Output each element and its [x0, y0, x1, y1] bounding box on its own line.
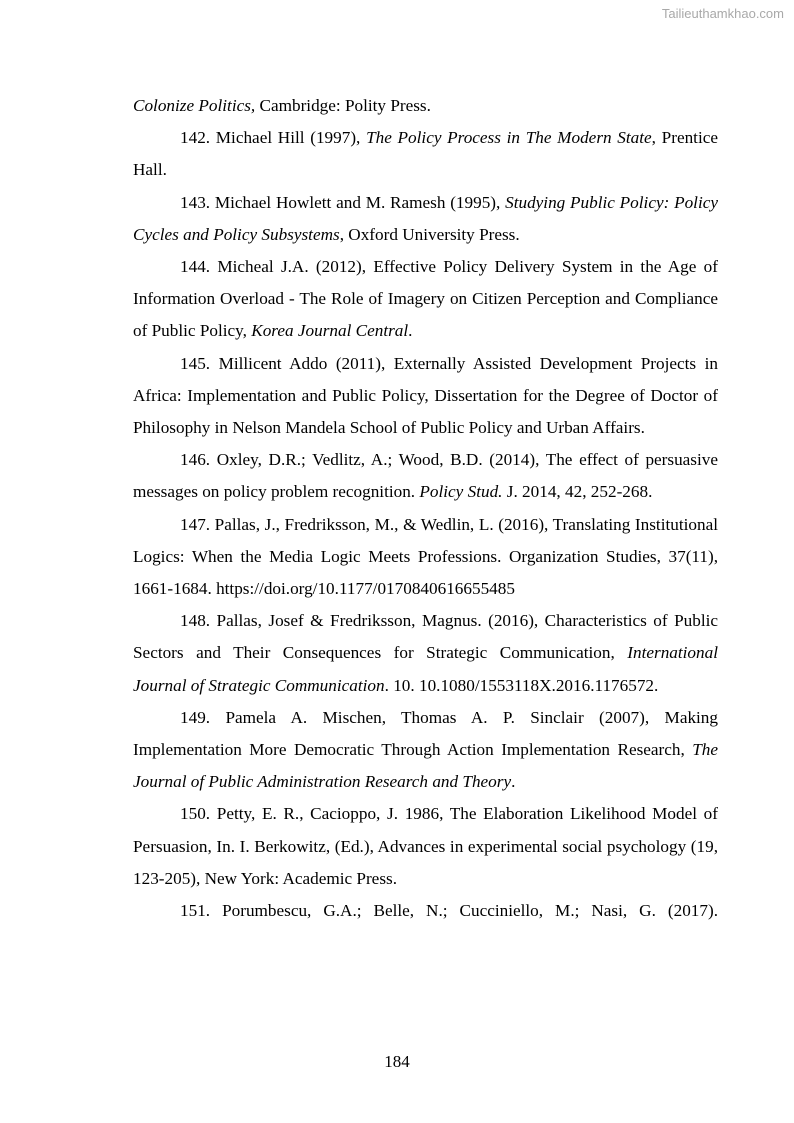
- reference-text: 150. Petty, E. R., Cacioppo, J. 1986, The Elaboration Likelihood Model of Persuasion, In. I. Berkowitz, (Ed.), Advances in experimental social psychology (19, 123-205), New York: Academic Press.: [133, 804, 718, 888]
- reference-entry: [133, 187, 718, 251]
- italic-title: Colonize Politics,: [133, 96, 256, 115]
- reference-text: 145. Millicent Addo (2011), Externally Assisted Development Projects in Africa: Implementation and Public Policy, Dissertation for the Degree of Doctor of Philosophy in Nelson Mandela School of Public Policy and Urban Affairs.: [133, 353, 718, 438]
- reference-text: 142. Michael Hill (1997),: [180, 128, 367, 148]
- reference-text: 144. Micheal J.A. (2012), Effective Policy Delivery System in the Age of Information Overload - The Role of Imagery on Citizen Perception and Compliance of Public Policy,: [133, 257, 718, 341]
- reference-entry: [133, 90, 718, 122]
- reference-text: 148. Pallas, Josef & Fredriksson, Magnus. (2016), Characteristics of Public Sectors and Their Consequences for Strategic Communication,: [133, 611, 718, 663]
- reference-entry: [133, 895, 718, 927]
- reference-entry: [133, 798, 718, 895]
- reference-text: 149. Pamela A. Mischen, Thomas A. P. Sinclair (2007), Making Implementation More Democratic Through Action Implementation Research,: [133, 707, 718, 760]
- italic-title: Korea Journal Central: [251, 321, 409, 341]
- reference-entry: [133, 251, 718, 348]
- reference-text: . 10. 10.1080/1553118X.2016.1176572.: [384, 675, 659, 695]
- italic-title: The Journal of Public Administration Research and Theory: [133, 740, 718, 792]
- page-number: 184: [384, 1052, 410, 1071]
- reference-text: 147. Pallas, J., Fredriksson, M., & Wedlin, L. (2016), Translating Institutional Logics: When the Media Logic Meets Professions. Organization Studies, 37(11), 1661-1684. https://doi.org/10.1177/0170840616655485: [133, 514, 718, 599]
- reference-text: , Prentice Hall.: [133, 128, 718, 180]
- reference-text: Cambridge: Polity Press.: [255, 96, 431, 115]
- italic-title: The Policy Process in The Modern State: [366, 128, 652, 148]
- reference-text: 143. Michael Howlett and M. Ramesh (1995),: [180, 192, 506, 212]
- reference-text: .: [511, 772, 516, 792]
- reference-list: [133, 90, 718, 927]
- reference-entry: [133, 702, 718, 799]
- reference-text: , Oxford University Press.: [339, 224, 520, 244]
- reference-entry: [133, 509, 718, 606]
- reference-entry: [133, 122, 718, 186]
- reference-text: 151. Porumbescu, G.A.; Belle, N.; Cucciniello, M.; Nasi, G. (2017).: [180, 901, 718, 921]
- reference-entry: [133, 348, 718, 445]
- italic-title: Policy Stud.: [419, 482, 503, 502]
- italic-title: International Journal of Strategic Communication: [133, 643, 718, 695]
- reference-text: J. 2014, 42, 252-268.: [502, 482, 653, 502]
- reference-entry: [133, 605, 718, 702]
- reference-entry: [133, 444, 718, 508]
- watermark-text: Tailieuthamkhao.com: [661, 6, 784, 21]
- reference-text: .: [408, 321, 413, 341]
- italic-title: Studying Public Policy: Policy Cycles and Policy Subsystems: [133, 192, 718, 244]
- reference-text: 146. Oxley, D.R.; Vedlitz, A.; Wood, B.D. (2014), The effect of persuasive messages on policy problem recognition.: [133, 450, 718, 502]
